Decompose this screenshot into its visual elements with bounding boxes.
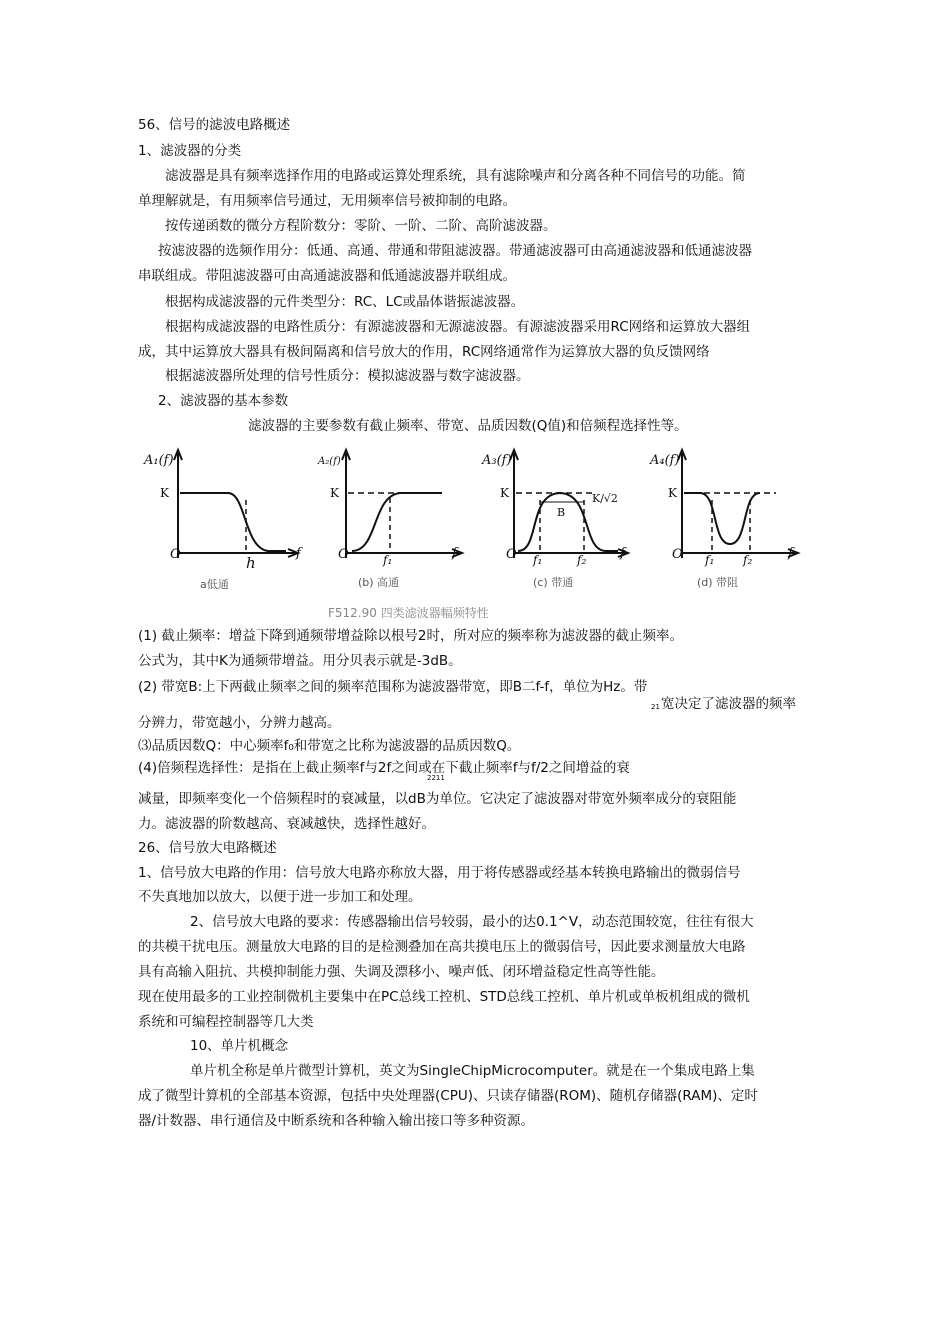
section-heading: 26、信号放大电路概述 [138,840,277,856]
xlabel: f [620,546,625,561]
bandstop-graph [649,450,798,567]
origin-label: O [672,547,683,562]
section-heading: 56、信号的滤波电路概述 [138,117,291,133]
paragraph-line: 宽决定了滤波器的频率 [661,696,796,712]
ylabel: A₄(f) [650,453,680,468]
ylabel: A₃(f) [482,453,512,468]
paragraph-line: 根据滤波器所处理的信号性质分：模拟滤波器与数字滤波器。 [165,368,530,384]
xlabel: f [788,546,793,561]
bandwidth-label: B [557,506,566,519]
ylabel: A₂(f) [318,456,341,467]
cutoff-label: h [246,554,256,572]
paragraph-line: 具有高输入阻抗、共模抑制能力强、失调及漂移小、噪声低、闭环增益稳定性高等性能。 [138,964,665,980]
paragraph-line: 现在使用最多的工业控制微机主要集中在PC总线工控机、STD总线工控机、单片机或单板机组成的微机 [138,989,750,1005]
paragraph-line: (4)倍频程选择性：是指在上截止频率f与2f之间或在下截止频率f与f/2之间增益的衰 [138,760,630,776]
lowpass-graph [143,450,303,572]
origin-label: O [506,547,517,562]
origin-label: O [170,547,181,562]
origin-label: O [338,547,349,562]
paragraph-line: 2、信号放大电路的要求：传感器输出信号较弱，最小的达0.1^V，动态范围较宽，往往有很大 [190,914,754,930]
k-label: K [500,486,509,500]
k-label: K [330,486,339,500]
figure-subcaption: (b) 高通 [358,576,400,589]
paragraph-line: 不失真地加以放大，以便于进一步加工和处理。 [138,889,422,905]
figure-caption: F512.90 四类滤波器幅频特性 [328,606,489,620]
paragraph-line: 系统和可编程控制器等几大类 [138,1014,314,1030]
subscript-text: 2211 [427,774,445,782]
figure-subcaption: (d) 带阻 [697,576,739,589]
paragraph-line: 单片机全称是单片微型计算机，英文为SingleChipMicrocomputer。就是在一个集成电路上集 [190,1063,755,1079]
highpass-graph [317,450,462,567]
paragraph-line: 的共模干扰电压。测量放大电路的目的是检测叠加在高共摸电压上的微弱信号，因此要求测量放大电路 [138,939,746,955]
bandpass-graph [481,450,628,567]
cutoff-label: f₂ [743,553,753,567]
ylabel: A₁(f) [144,453,174,468]
paragraph-line: 滤波器的主要参数有截止频率、带宽、品质因数(Q值)和倍频程选择性等。 [248,418,688,434]
paragraph-line: ⑶品质因数Q：中心频率f₀和带宽之比称为滤波器的品质因数Q。 [138,738,521,754]
paragraph-line: 按滤波器的选频作用分：低通、高通、带通和带阻滤波器。带通滤波器可由高通滤波器和低通滤波器 [158,243,752,259]
filter-response-figure [0,440,950,630]
paragraph-line: 减量，即频率变化一个倍频程时的衰减量，以dB为单位。它决定了滤波器对带宽外频率成分的衰阻能 [138,791,737,807]
k-label: K [160,486,169,500]
k-over-root2-label: K/√2 [592,492,618,505]
xlabel: f [452,546,457,561]
k-label: K [668,486,677,500]
section-heading: 10、单片机概念 [190,1038,289,1054]
figure-subcaption: a低通 [200,578,229,591]
paragraph-line: 按传递函数的微分方程阶数分：零阶、一阶、二阶、高阶滤波器。 [165,218,557,234]
xlabel: f [296,546,301,561]
paragraph-line: 成了微型计算机的全部基本资源，包括中央处理器(CPU)、只读存储器(ROM)、随机存储器(RAM)、定时 [138,1088,758,1104]
paragraph-line: (2) 带宽B:上下两截止频率之间的频率范围称为滤波器带宽，即B二f-f，单位为Hz。带 [138,679,648,695]
cutoff-label: f₁ [533,553,543,567]
paragraph-line: 1、信号放大电路的作用：信号放大电路亦称放大器，用于将传感器或经基本转换电路输出的微弱信号 [138,865,741,881]
paragraph-line: 公式为，其中K为通频带增益。用分贝表示就是-3dB。 [138,653,462,669]
paragraph-line: 串联组成。带阻滤波器可由高通滤波器和低通滤波器并联组成。 [138,268,516,284]
cutoff-label: f₁ [383,553,393,567]
paragraph-line: 成，其中运算放大器具有极间隔离和信号放大的作用，RC网络通常作为运算放大器的负反馈网络 [138,344,710,360]
paragraph-line: 器/计数器、串行通信及中断系统和各种输入输出接口等多种资源。 [138,1113,535,1129]
paragraph-line: 分辨力，带宽越小，分辨力越高。 [138,715,341,731]
paragraph-line: 滤波器是具有频率选择作用的电路或运算处理系统，具有滤除噪声和分离各种不同信号的功能。简 [165,168,746,184]
paragraph-line: 单理解就是，有用频率信号通过，无用频率信号被抑制的电路。 [138,193,516,209]
paragraph-line: (1) 截止频率：增益下降到通频带增益除以根号2时，所对应的频率称为滤波器的截止频率。 [138,628,684,644]
cutoff-label: f₁ [705,553,715,567]
subscript-text: 21 [651,703,660,711]
cutoff-label: f₂ [577,553,587,567]
paragraph-line: 根据构成滤波器的电路性质分：有源滤波器和无源滤波器。有源滤波器采用RC网络和运算放大器组 [165,319,751,335]
subsection-heading: 1、滤波器的分类 [138,143,242,159]
subsection-heading: 2、滤波器的基本参数 [158,393,289,409]
paragraph-line: 根据构成滤波器的元件类型分：RC、LC或晶体谐振滤波器。 [165,294,525,310]
figure-subcaption: (c) 带通 [533,576,574,589]
paragraph-line: 力。滤波器的阶数越高、衰减越快，选择性越好。 [138,816,435,832]
